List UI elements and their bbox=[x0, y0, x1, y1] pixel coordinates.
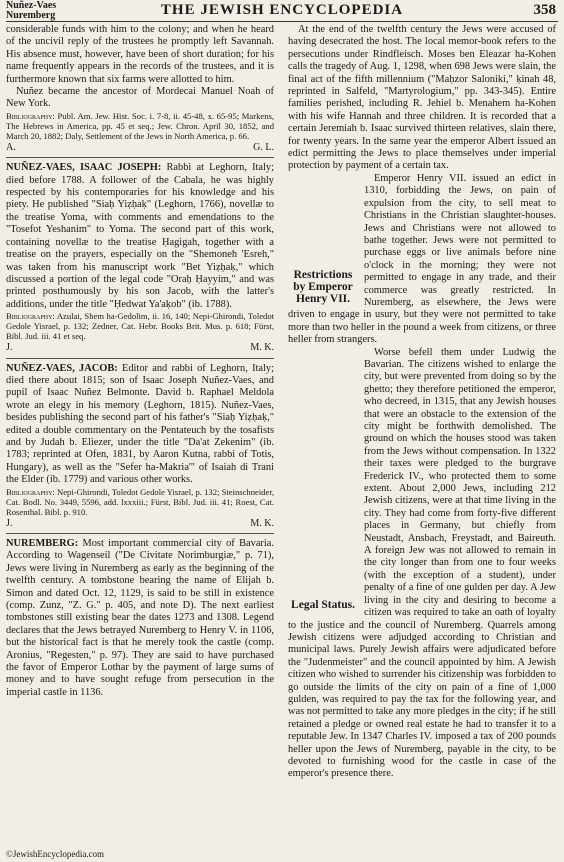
signature-right: M. K. bbox=[250, 517, 274, 529]
entry-heading: NUÑEZ-VAES, ISAAC JOSEPH: bbox=[6, 162, 162, 174]
bibliography-text: Publ. Am. Jew. Hist. Soc. i. 7-8, ii. 45-48, x. 65-95; Markens, The Hebrews in America, pp. 45 et seq.; Jew. Chron. April 30, 1852, and March 20, 1882; Daly, Settlement of the Jews in North America, p. 66. bbox=[6, 110, 274, 141]
left-column bbox=[6, 24, 274, 699]
entry-nunez-vaes-isaac bbox=[6, 162, 274, 311]
signature-left: A. bbox=[6, 141, 16, 153]
page-title: THE JEWISH ENCYCLOPEDIA bbox=[160, 2, 404, 18]
bibliography-label: Bibliography: bbox=[6, 311, 55, 322]
signature-right: M. K. bbox=[250, 342, 274, 354]
page-header bbox=[0, 0, 564, 22]
entry-heading: NUREMBERG: bbox=[6, 538, 79, 549]
bibliography-text: Nepi-Ghirondi, Toledot Gedole Yisrael, p. 132; Steinschneider, Cat. Bodl. No. 3449, 5596, add. lxxxiii.; Fürst, Bibl. Jud. iii. 41; Roest, Cat. Rosenthal. Bibl. p. 910. bbox=[6, 486, 274, 517]
entry-nunez-vaes-jacob bbox=[6, 363, 274, 487]
running-head-line-2: Nuremberg bbox=[6, 10, 56, 21]
entry-rule bbox=[6, 358, 274, 359]
bibliography-label: Bibliography: bbox=[6, 486, 55, 497]
bibliography-label: Bibliography: bbox=[6, 110, 55, 121]
signature bbox=[6, 518, 274, 530]
bibliography-text: Azulai, Shem ha-Gedolim, ii. 16, 140; Nepi-Ghirondi, Toledot Gedole Yisrael, p. 132; Zedner, Cat. Hebr. Books Brit. Mus. p. 618; Fürst, Bibl. Jud. iii. 41 et seq. bbox=[6, 311, 274, 342]
paragraph: Worse befell them under Ludwig the Bavarian. The citizens wished to enlarge the city, but were prevented from doing so by the ghetto; they therefore petitioned the emperor, who decreed, in 1315, that any Jewish houses that were an obstacle to the extension of the city might be forthwith demolished. The ground on which the houses stood was taken from the Jews without compensation. In 1322 their taxes were pledged to the burgrave Frederick IV., who protected them to some extent. About 2,000 Jews, including 212 Jewish citizens, were at that time living in the city. They had come from forty-five different places in Germany, but chiefly from Neustadt, Ansbach, Freystadt, and Baireuth. A foreign Jew was not allowed to remain in the city longer than from one to four weeks (with the exception of a student), under penalty of a fine of one gulden per day. A Jew living in the city and desiring to become a citizen was required to take an oath of loyalty to the justice and the council of Nuremberg. Quarrels among Jewish citizens were adjudged according to Christian and municipal laws. Purely Jewish affairs were adjudicated before the "Judenmeister" and the council appointed by him. A Jewish citizen who wished to surrender his citizenship was forbidden to go outside the limits of the city on pain of a fine of 1,000 gulden, was required to pay the tax for the following year, and was not permitted to take any more pledges in the city; if he still retained a pledge or owned real estate he had to transfer it to a reputable Jew. In 1347 Charles IV. imposed a tax of 200 pounds heller upon the Jews of Nuremberg, payable in the city, to be devoted to furnishing wood for the castle in case of the emperor's presence there. bbox=[288, 346, 556, 780]
entry-rule bbox=[6, 533, 274, 534]
bibliography bbox=[6, 487, 274, 517]
signature bbox=[6, 342, 274, 354]
page-number: 358 bbox=[533, 2, 556, 18]
bibliography bbox=[6, 111, 274, 141]
header-rule bbox=[6, 21, 558, 22]
signature-left: J. bbox=[6, 517, 13, 529]
signature bbox=[6, 142, 274, 154]
side-note-restrictions: Restrictions by Emperor Henry VII. bbox=[293, 268, 353, 305]
paragraph: Nuñez became the ancestor of Mordecai Manuel Noah of New York. bbox=[6, 86, 274, 110]
paragraph: considerable funds with him to the colony; and when he heard of the uncivil reply of the trustees he promptly left Savannah. His absence must, however, have been of short duration; for his name frequently appears in the records of the trustees, and it is furthermore known that six farms were allotted to him. bbox=[6, 24, 274, 85]
right-column bbox=[288, 24, 556, 781]
entry-text: Most important commercial city of Bavaria. According to Wagenseil ("De Civitate Norimburgiæ," p. 71), Jews were living in Nuremberg as early as the beginning of the twelfth century. A tombstone bearing the name of Elijah b. Simon and dated Oct. 12, 1129, is said to be still in existence (comp. Zunz, "Z. G." p. 405, and note D). The next earliest tombstones still existing bear the dates 1273 and 1308. Legend declares that the Jews betrayed Nuremberg to Henry V. in 1106, but the historical fact is that he merely took the castle (comp. Aronius, "Regesten," p. 97). They are said to have purchased the favor of Emperor Lothar by the payment of large sums of money and to have sought refuge from persecution in the imperial castle in 1136. bbox=[6, 538, 274, 698]
signature-left: J. bbox=[6, 342, 13, 354]
paragraph: At the end of the twelfth century the Jews were accused of having desecrated the host. The local memor-book refers to the persecutions under Rindfleisch. Moses ben Eleazar ha-Kohen calls the tragedy of Aug. 1, 1298, when 698 Jews were slain, the final act of the fifth millennium ("Maḥzor Saloniki," ḳinah 48, reprinted in Salfeld, "Martyrologium," pp. 343-345). Entire families perished, including R. Jehiel b. Menahem ha-Kohen with his wife Hannah and three children. It is recorded that a certain Jeremiah b. Isaac survived thirteen relatives, slain there, for twenty years. In the same year the emperor Albert issued an edict permitting the Jews to place themselves under imperial protection by payment of a certain tax. bbox=[288, 24, 556, 172]
side-note-legal-status: Legal Status. bbox=[291, 598, 355, 611]
watermark: ©JewishEncyclopedia.com bbox=[6, 849, 105, 859]
entry-nuremberg bbox=[6, 538, 274, 699]
entry-rule bbox=[6, 157, 274, 158]
entry-text: Editor and rabbi of Leghorn, Italy; died there about 1815; son of Isaac Joseph Nuñez-Vaes, and pupil of Isaac Nuñez Belmonte. David b. Raphael Meldola wrote an elegy in his memory (Leghorn, 1815). Nuñez-Vaes, besides publishing the second part of his father's "Siaḥ Yiẓḥaḳ," edited a double commentary on the Pentateuch by the tosafists and by Judah b. Eliezer, under the title "Da'at Zekenim" (ib. 1783; reprinted at Ofen, 1831, by Aaron Kutna, rabbi of Totis, Hungary), as well as the "Sefer ha-Makria'" of Isaiah di Trani the Elder (ib. 1779) and various other works. bbox=[6, 362, 274, 486]
paragraph: Emperor Henry VII. issued an edict in 1310, forbidding the Jews, on pain of expulsion from the city, to sell meat to Christians in the Christian slaughter-houses. Jews and Christians were not allowed to bathe together. Jews were not permitted to purchase eggs or live animals before nine o'clock in the morning; they were not permitted to engage in any trade, and their commerce was greatly restricted. In Nuremberg, as elsewhere, the Jews were driven to engage in usury, but they were not permitted to take more than two heller in the pound a week from citizens, or three heller from strangers. bbox=[288, 172, 556, 346]
bibliography bbox=[6, 311, 274, 341]
running-head-line-1: Nuñez-Vaes bbox=[6, 0, 57, 11]
entry-heading: NUÑEZ-VAES, JACOB: bbox=[6, 362, 118, 374]
signature-right: G. L. bbox=[253, 141, 274, 153]
entry-text: Rabbi at Leghorn, Italy; died before 1788. A follower of the Cabala, he was highly respected by his contemporaries for his knowledge and his piety. He published "Siaḥ Yiẓḥaḳ" (Leghorn, 1766), novellæ to the treatise Yoma, with comments and emendations to the "Tosefot Yeshanim" to Yoma. The second part of this work, containing novellæ to the treatise Ḥagigah, together with a treatise on the prayers, especially on the "Shemoneh 'Esreh," was taken from his manuscript work "Bet Yiẓḥaḳ," which discussed a portion of the legal code "Oraḥ Ḥayyim," and was printed posthumously by his son Jacob, with the latter's additions, under the title "Ḥedwat Ya'aḳob" (ib. 1788). bbox=[6, 162, 274, 310]
